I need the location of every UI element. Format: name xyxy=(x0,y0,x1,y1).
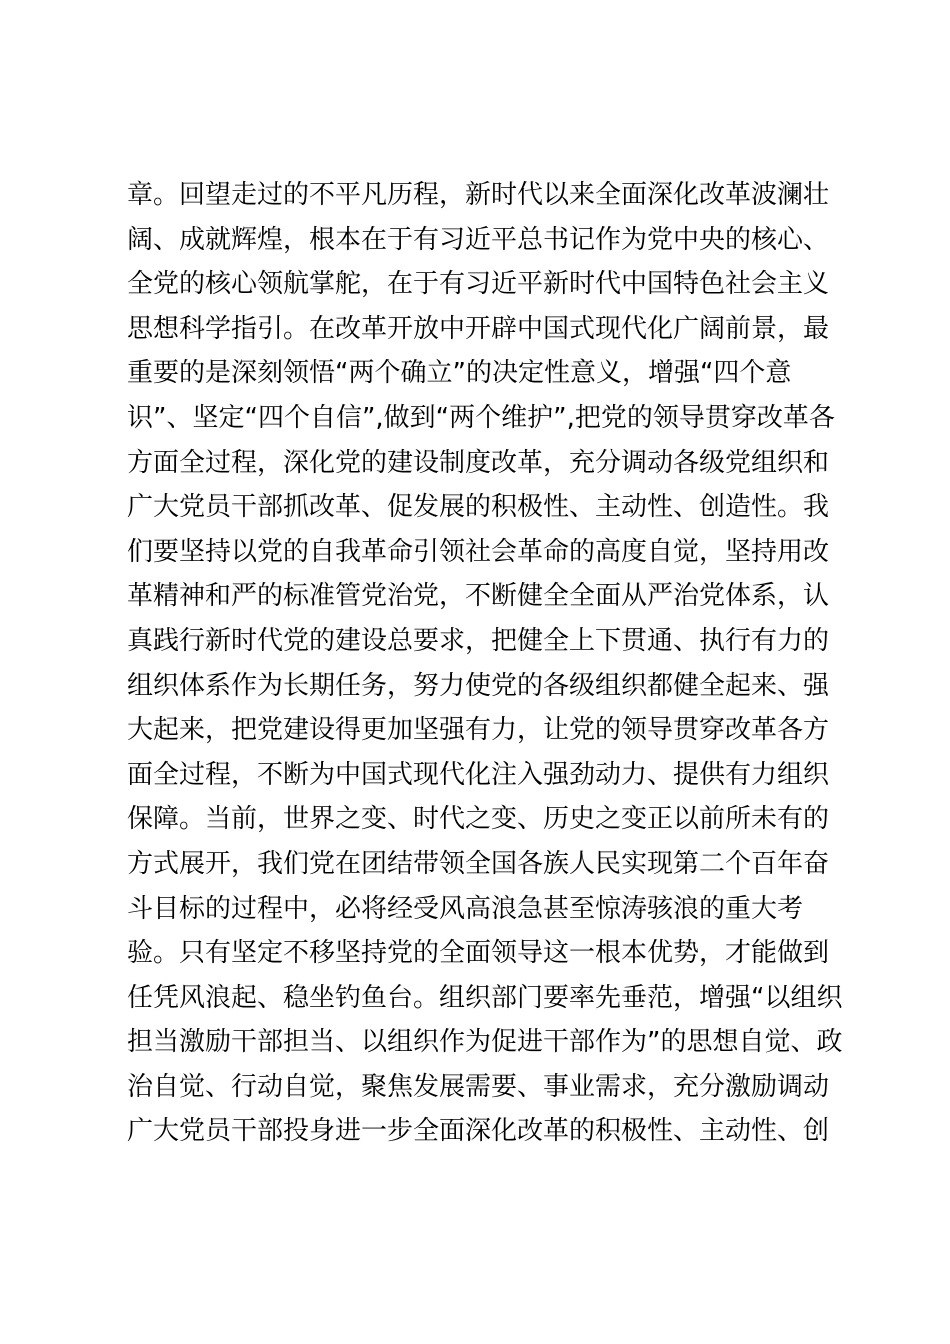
text-line: 革精神和严的标准管党治党，不断健全全面从严治党体系，认 xyxy=(127,581,830,612)
text-line: 广大党员干部投身进一步全面深化改革的积极性、主动性、创 xyxy=(127,1116,830,1147)
text-line: 识”、坚定“四个自信”,做到“两个维护”,把党的领导贯穿改革各 xyxy=(127,402,835,433)
text-line: 验。只有坚定不移坚持党的全面领导这一根本优势，才能做到 xyxy=(127,938,830,969)
text-line: 章。回望走过的不平凡历程，新时代以来全面深化改革波澜壮 xyxy=(127,180,830,210)
text-line: 广大党员干部抓改革、促发展的积极性、主动性、创造性。我 xyxy=(127,492,830,523)
text-line: 面全过程，不断为中国式现代化注入强劲动力、提供有力组织 xyxy=(127,759,830,790)
body-text xyxy=(127,173,847,1154)
text-line: 方式展开，我们党在团结带领全国各族人民实现第二个百年奋 xyxy=(127,848,830,879)
text-line: 治自觉、行动自觉，聚焦发展需要、事业需求，充分激励调动 xyxy=(127,1071,830,1102)
text-line: 阔、成就辉煌，根本在于有习近平总书记作为党中央的核心、 xyxy=(127,224,830,255)
text-line: 斗目标的过程中，必将经受风高浪急甚至惊涛骇浪的重大考 xyxy=(127,893,804,924)
text-line: 真践行新时代党的建设总要求，把健全上下贯通、执行有力的 xyxy=(127,625,830,656)
text-line: 重要的是深刻领悟“两个确立”的决定性意义，增强“四个意 xyxy=(127,358,792,389)
text-line: 大起来，把党建设得更加坚强有力，让党的领导贯穿改革各方 xyxy=(127,715,830,746)
text-line: 任凭风浪起、稳坐钓鱼台。组织部门要率先垂范，增强“以组织 xyxy=(127,982,843,1013)
text-line: 方面全过程，深化党的建设制度改革，充分调动各级党组织和 xyxy=(127,447,830,478)
text-line: 保障。当前，世界之变、时代之变、历史之变正以前所未有的 xyxy=(127,804,830,835)
text-line: 们要坚持以党的自我革命引领社会革命的高度自觉，坚持用改 xyxy=(127,536,830,567)
text-line: 担当激励干部担当、以组织作为促进干部作为”的思想自觉、政 xyxy=(127,1027,843,1058)
text-line: 思想科学指引。在改革开放中开辟中国式现代化广阔前景，最 xyxy=(127,313,830,344)
text-line: 全党的核心领航掌舵，在于有习近平新时代中国特色社会主义 xyxy=(127,269,830,300)
text-line: 组织体系作为长期任务，努力使党的各级组织都健全起来、强 xyxy=(127,670,830,701)
